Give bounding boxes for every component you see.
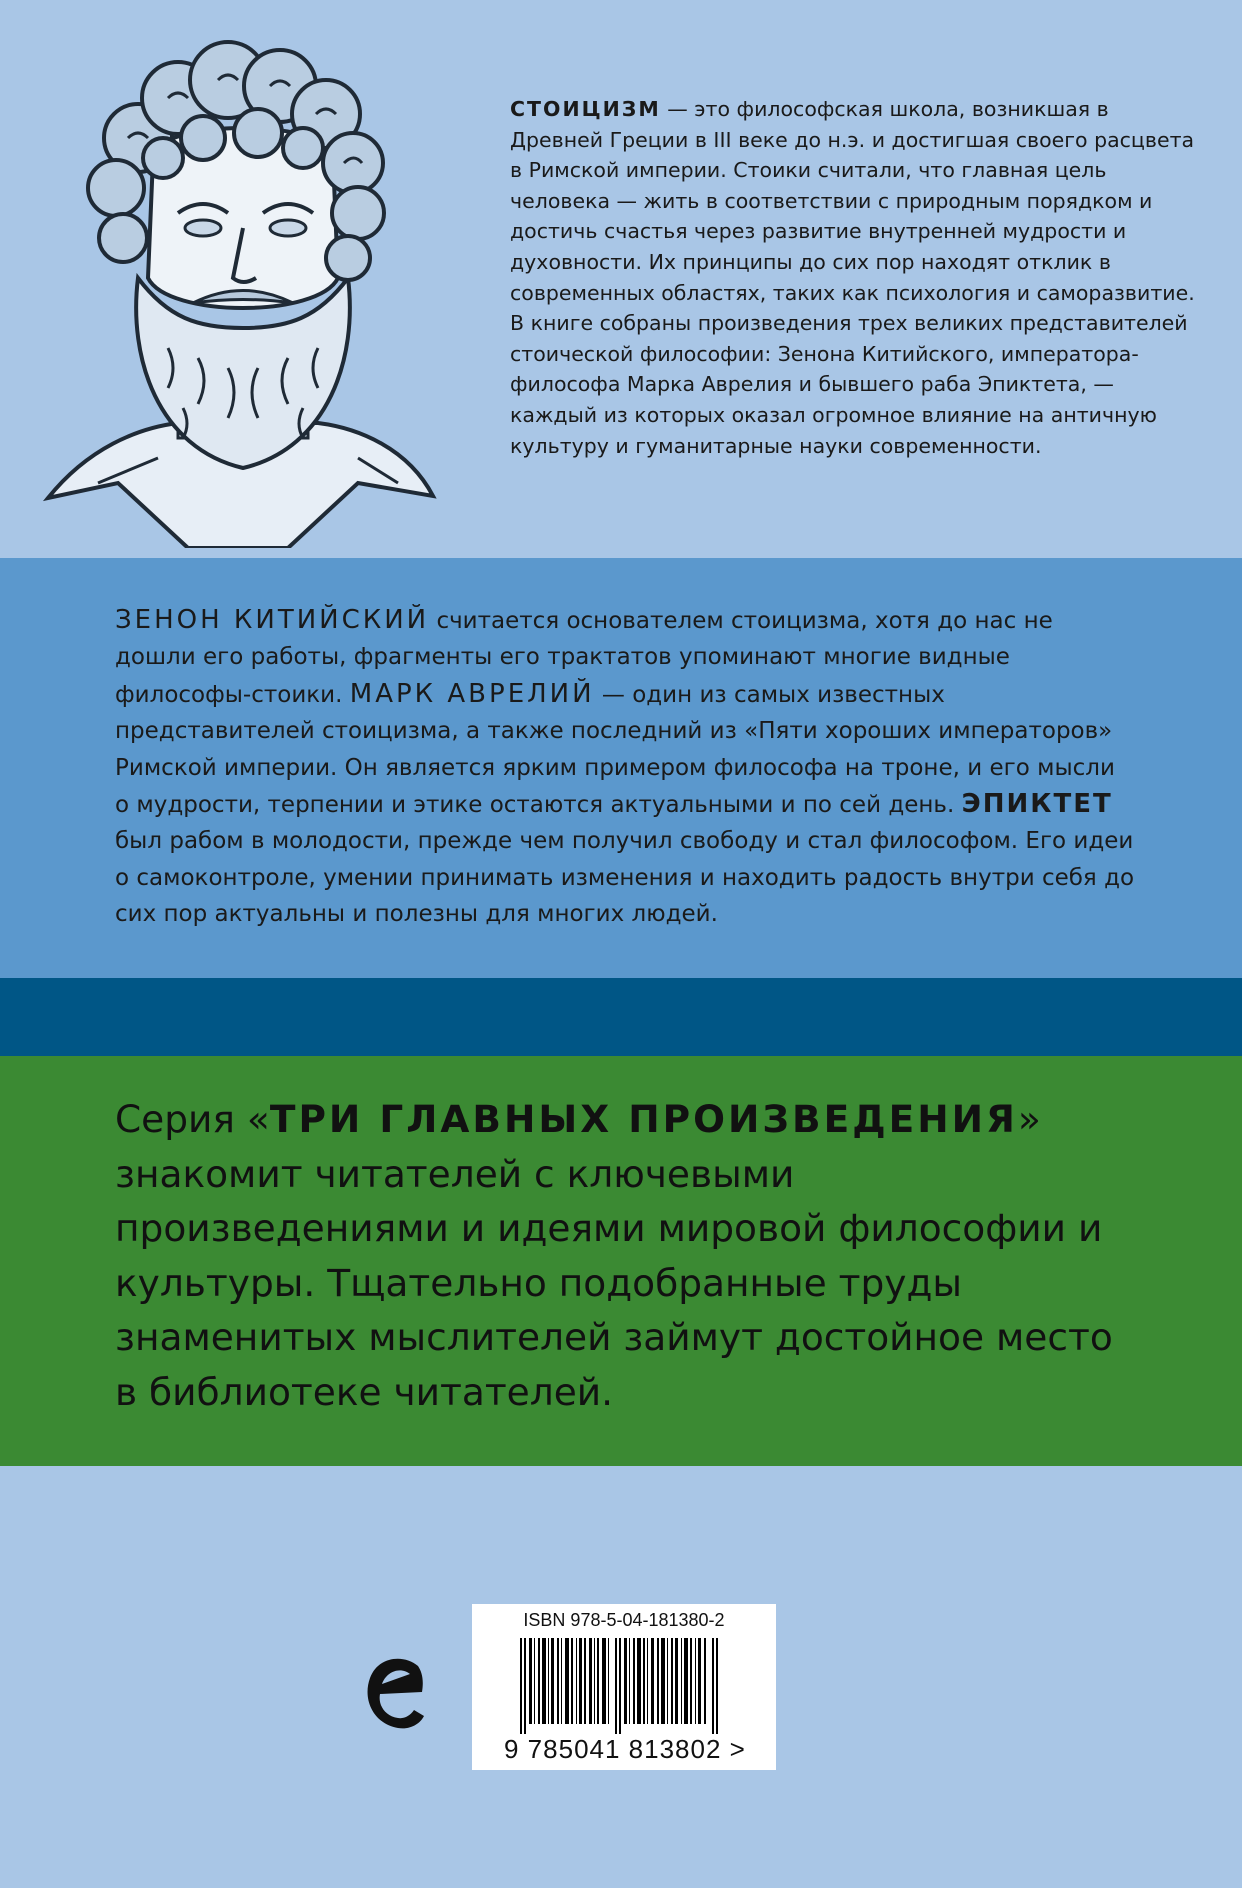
isbn-label: ISBN 978-5-04-181380-2 — [523, 1610, 725, 1630]
isbn-barcode-box — [472, 1604, 776, 1770]
epictetus-name: ЭПИКТЕТ — [961, 789, 1113, 820]
zeno-name: ЗЕНОН КИТИЙСКИЙ — [115, 605, 430, 635]
stoicism-term: СТОИЦИЗМ — [510, 97, 661, 121]
dark-blue-stripe — [0, 978, 1242, 1056]
bust-icon — [28, 28, 448, 548]
stoicism-text: — это философская школа, возникшая в Древней Греции в III веке до н.э. и достигшая своего расцвета в Римской империи. Стоики считали, что главная цель человека — жить в соответствии с природным порядком и достичь счастья через развитие внутренней мудрости и духовности. Их принципы до сих пор находят отклик в современных областях, таких как психология и саморазвитие. В книге собраны произведения трех великих представителей стоической философии: Зенона Китийского, императора-философа Марка Аврелия и бывшего раба Эпиктета, — каждый из которых оказал огромное влияние на античную культуру и гуманитарные науки современности. — [510, 97, 1195, 458]
series-name: ТРИ ГЛАВНЫХ ПРОИЗВЕДЕНИЯ — [269, 1097, 1018, 1141]
zeno-text: считается основателем стоицизма, хотя до нас не дошли его работы, фрагменты его трактатов упоминают многие видные философы-стоики. — [115, 608, 1053, 708]
authors-description — [115, 602, 1135, 933]
epictetus-text: был рабом в молодости, прежде чем получил свободу и стал философом. Его идеи о самоконтроле, умении принимать изменения и находить радость внутри себя до сих пор актуальны и полезны для многих людей. — [115, 828, 1135, 928]
stoicism-description — [510, 94, 1200, 461]
barcode-icon — [520, 1638, 718, 1734]
marcus-name: МАРК АВРЕЛИЙ — [349, 678, 595, 709]
series-text: знакомит читателей с ключевыми произведениями и идеями мировой философии и культуры. Тщательно подобранные труды знаменитых мыслителей займут достойное место в библиотеке читателей. — [115, 1151, 1113, 1414]
series-description — [115, 1092, 1125, 1419]
series-suffix: » — [1017, 1097, 1041, 1141]
isbn-digits: 9 785041 813802 > — [504, 1734, 746, 1764]
publisher-logo-icon — [360, 1652, 430, 1732]
series-prefix: Серия « — [115, 1097, 270, 1141]
marcus-text: — один из самых известных представителей стоицизма, а также последний из «Пяти хороших императоров» Римской империи. Он является ярким примером философа на троне, и его мысли о мудрости, терпении и этике остаются актуальными и по сей день. — [115, 681, 1115, 819]
